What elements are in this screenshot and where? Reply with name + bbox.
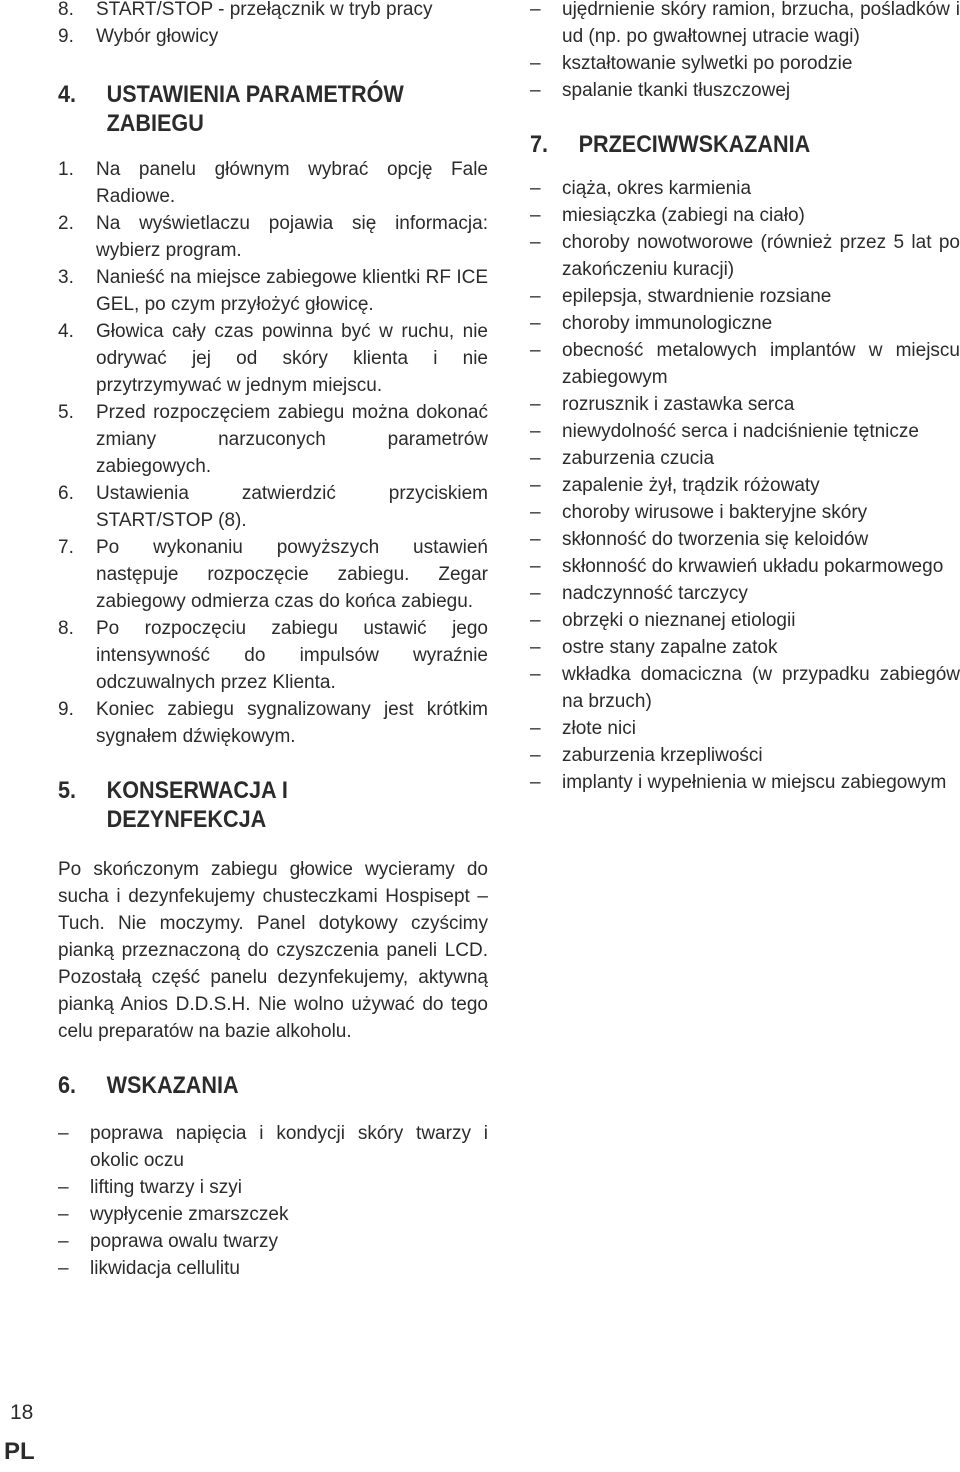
list-item: – choroby immunologiczne xyxy=(530,310,960,337)
dash-bullet: – xyxy=(58,1258,69,1279)
section-heading-7: 7. PRZECIWWSKAZANIA xyxy=(530,131,811,158)
list-item: – choroby nowotworowe (również przez 5 lat po zakończeniu kuracji) xyxy=(530,229,960,283)
dash-bullet: – xyxy=(530,448,541,469)
dash-bullet: – xyxy=(530,502,541,523)
list-item: – poprawa owalu twarzy xyxy=(58,1228,488,1255)
section-heading-4: 4. USTAWIENIA PARAMETRÓW ZABIEGU xyxy=(58,81,404,137)
contraindications-list xyxy=(530,175,960,796)
page-number: 18 xyxy=(10,1401,34,1424)
dash-bullet: – xyxy=(58,1123,69,1144)
dash-bullet: – xyxy=(530,529,541,550)
list-item: – zapalenie żył, trądzik różowaty xyxy=(530,472,960,499)
list-item: – poprawa napięcia i kondycji skóry twarzy i okolic oczu xyxy=(58,1120,488,1174)
indications-continued-list xyxy=(530,0,960,104)
dash-bullet: – xyxy=(530,394,541,415)
dash-bullet: – xyxy=(530,664,541,685)
steps-list xyxy=(58,156,488,750)
dash-bullet: – xyxy=(530,178,541,199)
list-item: 8. START/STOP - przełącznik w tryb pracy xyxy=(58,0,433,20)
section-heading-5: 5. KONSERWACJA I DEZYNFEKCJA xyxy=(58,777,288,833)
list-item: – wkładka domaciczna (w przypadku zabiegów na brzuch) xyxy=(530,661,960,715)
list-item: – epilepsja, stwardnienie rozsiane xyxy=(530,283,960,310)
dash-bullet: – xyxy=(530,313,541,334)
list-item: – skłonność do krwawień układu pokarmowego xyxy=(530,553,960,580)
list-item: – ciąża, okres karmienia xyxy=(530,175,960,202)
list-item: – spalanie tkanki tłuszczowej xyxy=(530,77,960,104)
list-item: – wypłycenie zmarszczek xyxy=(58,1201,488,1228)
list-item: – skłonność do tworzenia się keloidów xyxy=(530,526,960,553)
dash-bullet: – xyxy=(530,53,541,74)
dash-bullet: – xyxy=(530,718,541,739)
list-item: – implanty i wypełnienia w miejscu zabiegowym xyxy=(530,769,960,796)
list-item: – obecność metalowych implantów w miejscu zabiegowym xyxy=(530,337,960,391)
list-item: – ujędrnienie skóry ramion, brzucha, pośladków i ud (np. po gwałtownej utracie wagi) xyxy=(530,0,960,50)
maintenance-paragraph: Po skończonym zabiegu głowice wycieramy do sucha i dezynfekujemy chusteczkami Hospisept – Tuch. Nie moczymy. Panel dotykowy czyścimy pianką przeznaczoną do czyszczenia paneli LCD. Pozostałą część panelu dezynfekujemy, aktywną pianką Anios D.D.S.H. Nie wolno używać do tego celu preparatów na bazie alkoholu. xyxy=(58,859,488,1042)
list-item: – lifting twarzy i szyi xyxy=(58,1174,488,1201)
language-code: PL xyxy=(4,1438,35,1465)
list-item: – ostre stany zapalne zatok xyxy=(530,634,960,661)
dash-bullet: – xyxy=(58,1204,69,1225)
dash-bullet: – xyxy=(530,556,541,577)
dash-bullet: – xyxy=(530,232,541,253)
dash-bullet: – xyxy=(530,610,541,631)
dash-bullet: – xyxy=(530,772,541,793)
list-item: – zaburzenia czucia xyxy=(530,445,960,472)
list-item: – miesiączka (zabiegi na ciało) xyxy=(530,202,960,229)
list-item: – likwidacja cellulitu xyxy=(58,1255,488,1282)
left-column xyxy=(58,0,488,1282)
list-item: 3. Nanieść na miejsce zabiegowe klientki RF ICE GEL, po czym przyłożyć głowicę. xyxy=(58,267,488,315)
dash-bullet: – xyxy=(530,205,541,226)
dash-bullet: – xyxy=(58,1231,69,1252)
section-heading-6: 6. WSKAZANIA xyxy=(58,1072,239,1099)
list-item: 1. Na panelu głównym wybrać opcję Fale Radiowe. xyxy=(58,159,488,207)
dash-bullet: – xyxy=(530,340,541,361)
list-item: – nadczynność tarczycy xyxy=(530,580,960,607)
list-item: 9. Wybór głowicy xyxy=(58,26,219,47)
list-item: – rozrusznik i zastawka serca xyxy=(530,391,960,418)
list-item: 2. Na wyświetlaczu pojawia się informacja: wybierz program. xyxy=(58,213,488,261)
list-item: – niewydolność serca i nadciśnienie tętnicze xyxy=(530,418,960,445)
list-item: 7. Po wykonaniu powyższych ustawień następuje rozpoczęcie zabiegu. Zegar zabiegowy odmierza czas do końca zabiegu. xyxy=(58,537,488,612)
dash-bullet: – xyxy=(530,0,541,20)
dash-bullet: – xyxy=(530,745,541,766)
list-item: 8. Po rozpoczęciu zabiegu ustawić jego intensywność do impulsów wyraźnie odczuwalnych przez Klienta. xyxy=(58,618,488,693)
top-list xyxy=(58,0,488,50)
right-column xyxy=(530,0,960,796)
dash-bullet: – xyxy=(530,583,541,604)
dash-bullet: – xyxy=(58,1177,69,1198)
list-item: – złote nici xyxy=(530,715,960,742)
dash-bullet: – xyxy=(530,80,541,101)
list-item: – zaburzenia krzepliwości xyxy=(530,742,960,769)
dash-bullet: – xyxy=(530,637,541,658)
list-item: – choroby wirusowe i bakteryjne skóry xyxy=(530,499,960,526)
list-item: – kształtowanie sylwetki po porodzie xyxy=(530,50,960,77)
indications-list xyxy=(58,1120,488,1282)
dash-bullet: – xyxy=(530,286,541,307)
list-item: 6. Ustawienia zatwierdzić przyciskiem START/STOP (8). xyxy=(58,483,488,531)
dash-bullet: – xyxy=(530,421,541,442)
list-item: 5. Przed rozpoczęciem zabiegu można dokonać zmiany narzuconych parametrów zabiegowych. xyxy=(58,402,488,477)
dash-bullet: – xyxy=(530,475,541,496)
list-item: 4. Głowica cały czas powinna być w ruchu, nie odrywać jej od skóry klienta i nie przytrzymywać w jednym miejscu. xyxy=(58,321,488,396)
list-item: – obrzęki o nieznanej etiologii xyxy=(530,607,960,634)
list-item: 9. Koniec zabiegu sygnalizowany jest krótkim sygnałem dźwiękowym. xyxy=(58,699,488,747)
